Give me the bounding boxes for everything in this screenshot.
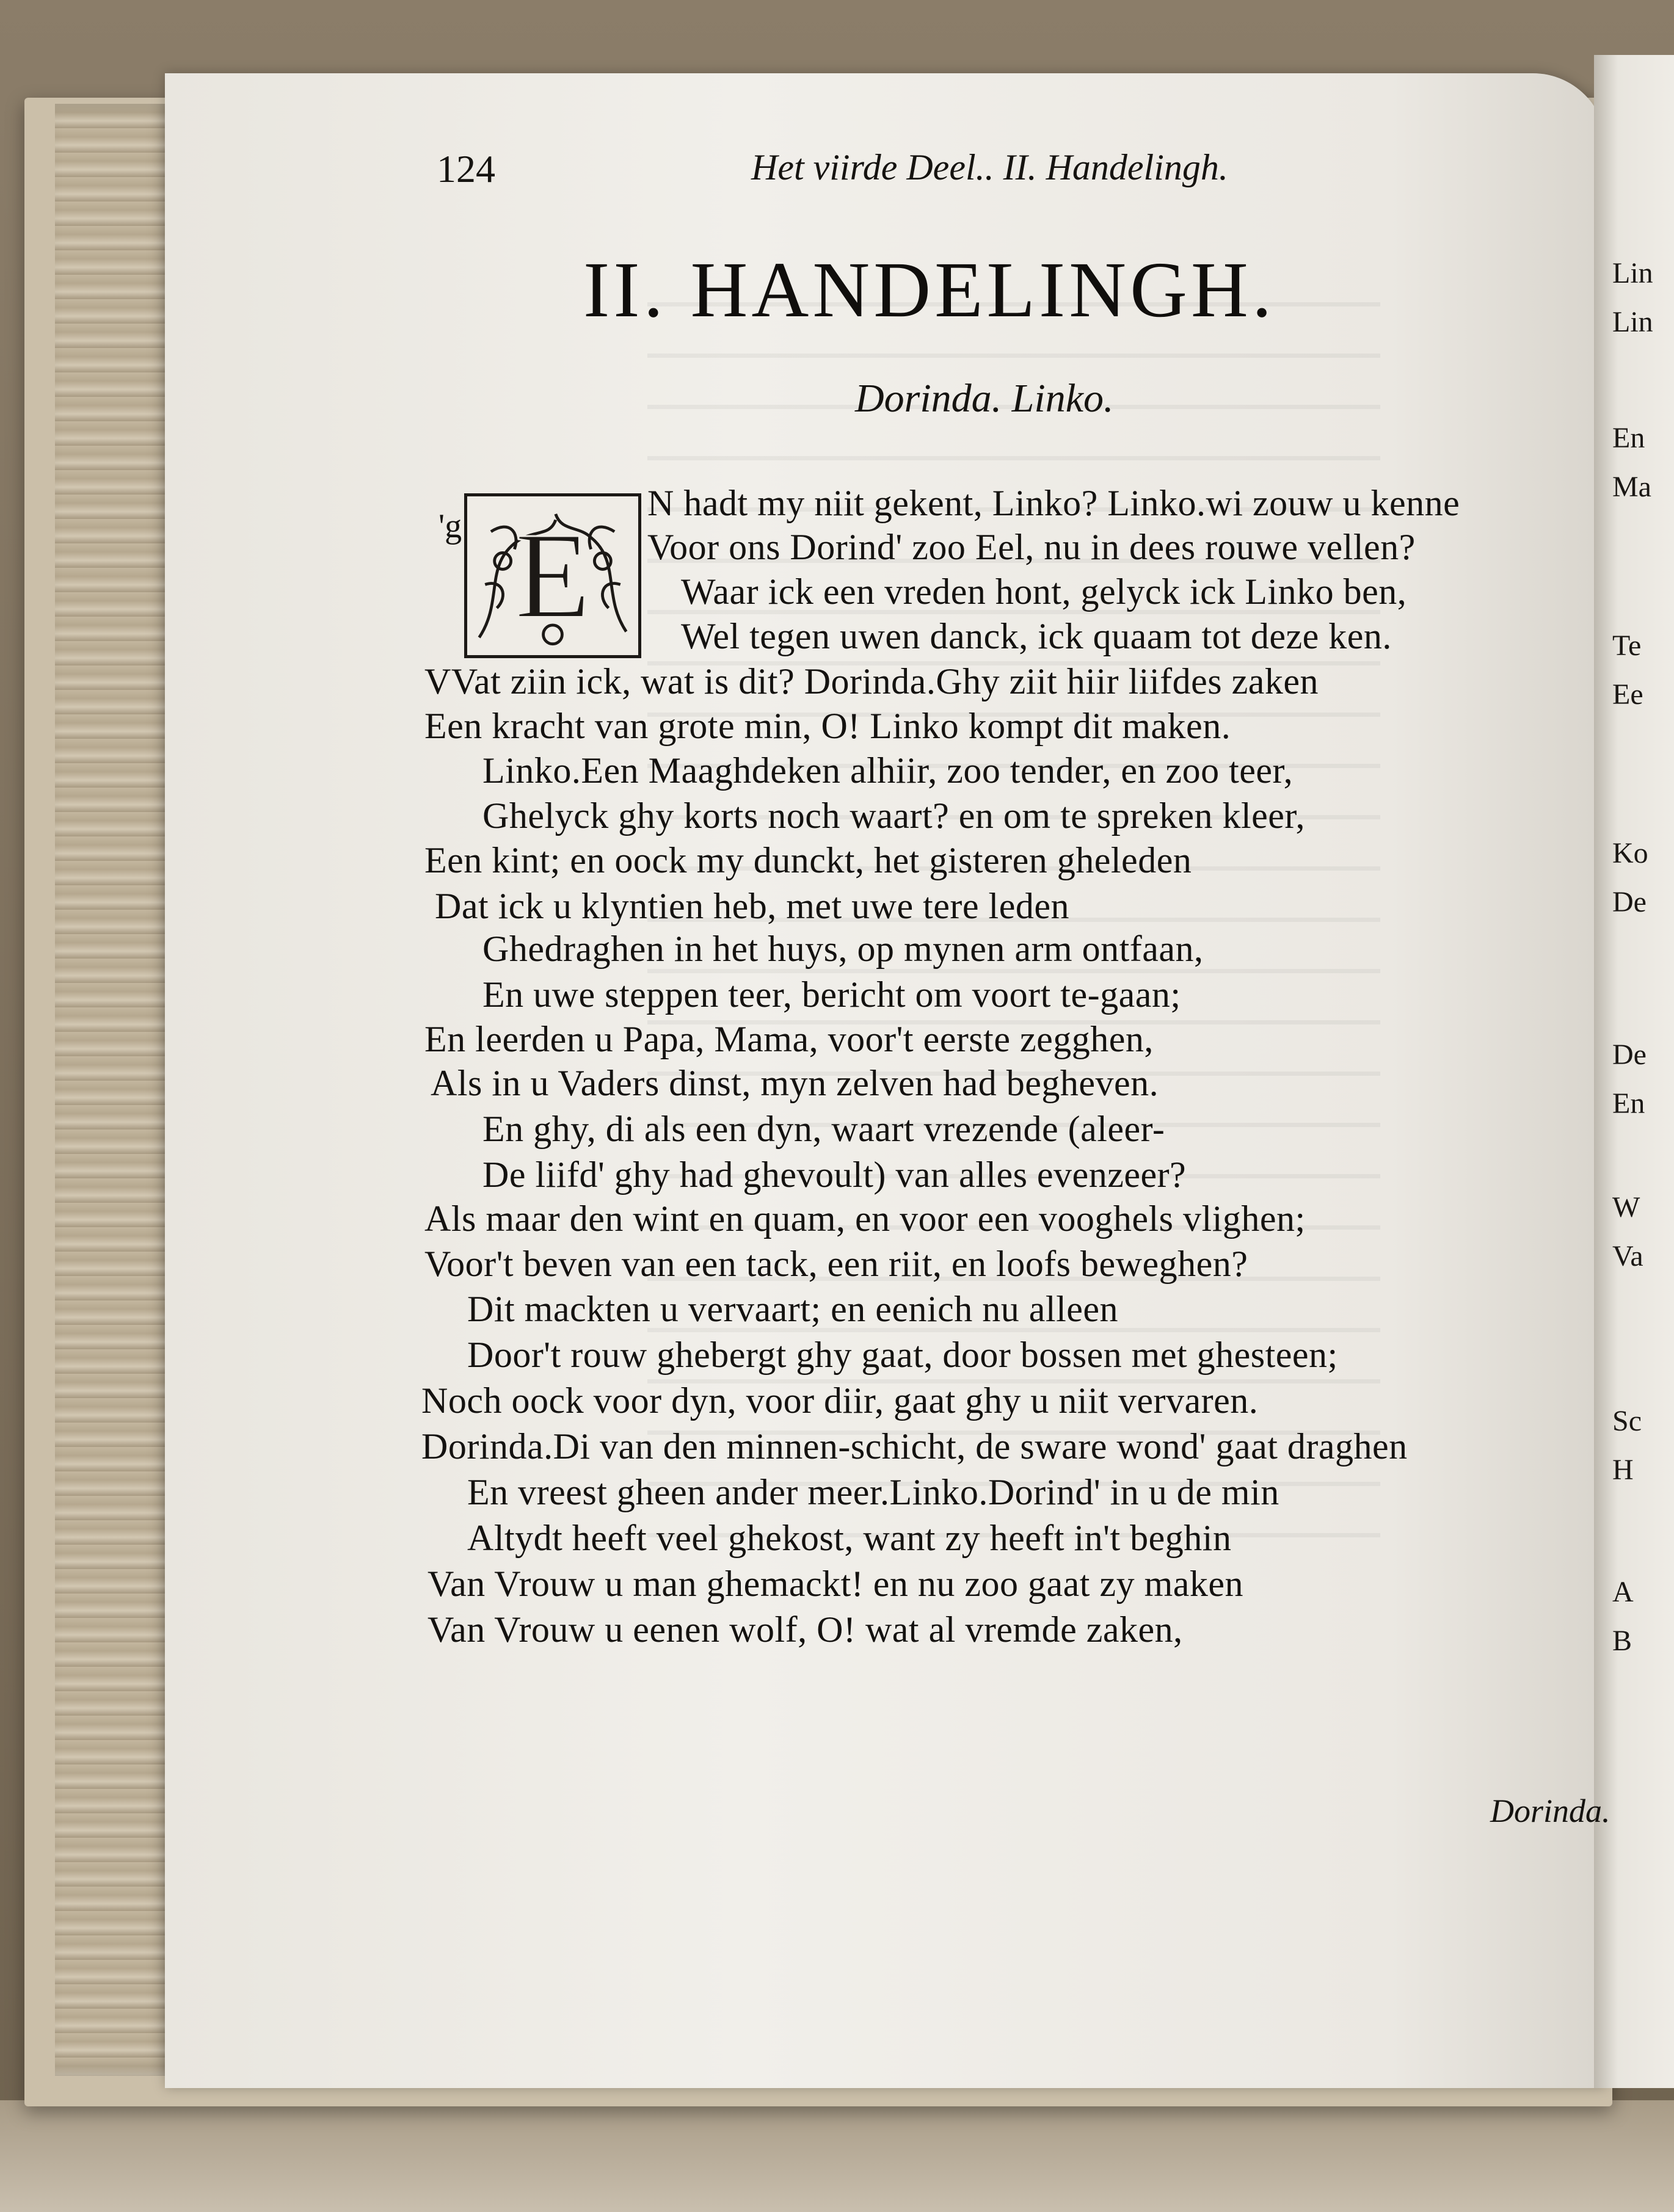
verse-line: Waar ick een vreden hont, gelyck ick Linko ben,: [681, 571, 1407, 612]
decorated-initial: [464, 493, 641, 658]
facing-page-fragment: Te: [1612, 629, 1642, 662]
drop-cap-letter: E: [515, 507, 591, 644]
verse-line: Voor't beven van een tack, een riit, en loofs beweghen?: [424, 1244, 1248, 1284]
verse-line: Als maar den wint en quam, en voor een vooghels vlighen;: [424, 1198, 1306, 1239]
verse-line: Een kint; en oock my dunckt, het gisteren gheleden: [424, 840, 1192, 880]
verse-line: De liifd' ghy had ghevoult) van alles evenzeer?: [482, 1155, 1187, 1195]
verse-line: N hadt my niit gekent, Linko? Linko.wi zouw u kenne: [647, 483, 1460, 523]
facing-page-fragment: De: [1612, 1039, 1647, 1071]
speakers-line: Dorinda. Linko.: [855, 376, 1114, 421]
verse-line: En vreest gheen ander meer.Linko.Dorind' in u de min: [467, 1472, 1279, 1512]
verse-line: En leerden u Papa, Mama, voor't eerste zegghen,: [424, 1019, 1154, 1059]
facing-page-fragment: De: [1612, 886, 1647, 918]
running-title: Het viirde Deel.. II. Handelingh.: [751, 147, 1228, 187]
initial-prefix: 'g: [439, 507, 462, 545]
act-heading: II. HANDELINGH.: [583, 246, 1276, 334]
facing-page-fragment: Ko: [1612, 837, 1648, 869]
table-surface: [0, 2100, 1674, 2212]
facing-page-fragment: B: [1612, 1625, 1632, 1657]
facing-page-fragment: Lin: [1612, 306, 1653, 338]
verse-line: Van Vrouw u man ghemackt! en nu zoo gaat zy maken: [428, 1564, 1244, 1604]
facing-page-edge: [1594, 55, 1674, 2088]
verse-line: VVat ziin ick, wat is dit? Dorinda.Ghy ziit hiir liifdes zaken: [424, 661, 1319, 702]
facing-page-fragment: W: [1612, 1191, 1640, 1224]
verse-line: Dorinda.Di van den minnen-schicht, de sware wond' gaat draghen: [421, 1426, 1408, 1467]
facing-page-fragment: Ma: [1612, 471, 1651, 503]
verse-line: Dat ick u klyntien heb, met uwe tere leden: [435, 886, 1069, 926]
facing-page-fragment: Sc: [1612, 1405, 1642, 1437]
verse-line: Als in u Vaders dinst, myn zelven had begheven.: [431, 1063, 1159, 1103]
facing-page-fragment: H: [1612, 1454, 1634, 1486]
facing-page-fragment: Ee: [1612, 678, 1643, 711]
verse-line: Ghelyck ghy korts noch waart? en om te spreken kleer,: [482, 796, 1305, 836]
page-edges: [55, 104, 177, 2076]
verse-line: Ghedraghen in het huys, op mynen arm ontfaan,: [482, 929, 1204, 969]
verse-line: Noch oock voor dyn, voor diir, gaat ghy u niit vervaren.: [421, 1380, 1259, 1421]
floral-initial-icon: [467, 496, 638, 655]
verse-line: Altydt heeft veel ghekost, want zy heeft in't beghin: [467, 1518, 1232, 1558]
verse-line: En uwe steppen teer, bericht om voort te-gaan;: [482, 974, 1181, 1015]
facing-page-fragment: En: [1612, 1087, 1645, 1120]
running-head: [0, 147, 1674, 195]
verse-line: Dit mackten u vervaart; en eenich nu alleen: [467, 1289, 1119, 1329]
verse-line: Van Vrouw u eenen wolf, O! wat al vremde zaken,: [428, 1609, 1183, 1650]
verse-line: Door't rouw ghebergt ghy gaat, door bossen met ghesteen;: [467, 1335, 1338, 1375]
verse-line: En ghy, di als een dyn, waart vrezende (aleer-: [482, 1109, 1165, 1149]
catchword: Dorinda.: [1490, 1793, 1610, 1829]
verse-line: Wel tegen uwen danck, ick quaam tot deze ken.: [681, 616, 1392, 656]
page-number: 124: [437, 147, 495, 190]
facing-page-fragment: A: [1612, 1576, 1634, 1608]
facing-page-fragment: Va: [1612, 1240, 1643, 1272]
verse-line: Een kracht van grote min, O! Linko kompt dit maken.: [424, 706, 1231, 746]
facing-page-fragment: Lin: [1612, 257, 1653, 289]
verse-line: Linko.Een Maaghdeken alhiir, zoo tender, en zoo teer,: [482, 750, 1294, 791]
facing-page-fragment: En: [1612, 422, 1645, 454]
verse-line: Voor ons Dorind' zoo Eel, nu in dees rouwe vellen?: [647, 527, 1416, 567]
